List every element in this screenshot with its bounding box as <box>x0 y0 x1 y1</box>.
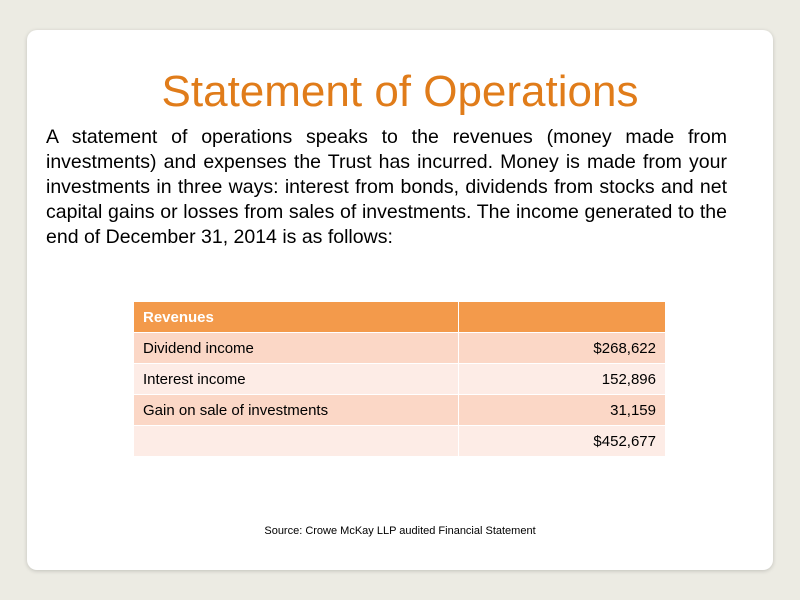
table-row <box>134 395 666 426</box>
slide-body-text: A statement of operations speaks to the revenues (money made from investments) and expenses the Trust has incurred. Money is made from your investments in three ways: interest from bonds, dividends from stocks and net capital gains or losses from sales of investments. The income generated to the end of December 31, 2014 is as follows: <box>46 126 727 248</box>
header-amount <box>459 302 666 333</box>
total-amount: $452,677 <box>459 426 666 457</box>
row-label <box>134 426 459 457</box>
table-row <box>134 333 666 364</box>
header-revenues: Revenues <box>134 302 459 333</box>
source-note: Source: Crowe McKay LLP audited Financial Statement <box>264 525 536 537</box>
row-amount: 152,896 <box>459 364 666 395</box>
table-header-row <box>134 302 666 333</box>
row-amount: 31,159 <box>459 395 666 426</box>
row-label: Dividend income <box>134 333 459 364</box>
row-label: Interest income <box>134 364 459 395</box>
row-amount: $268,622 <box>459 333 666 364</box>
table-row <box>134 364 666 395</box>
table-row-total <box>134 426 666 457</box>
slide-title: Statement of Operations <box>161 67 639 116</box>
revenue-table <box>133 301 666 457</box>
slide <box>27 30 773 570</box>
row-label: Gain on sale of investments <box>134 395 459 426</box>
